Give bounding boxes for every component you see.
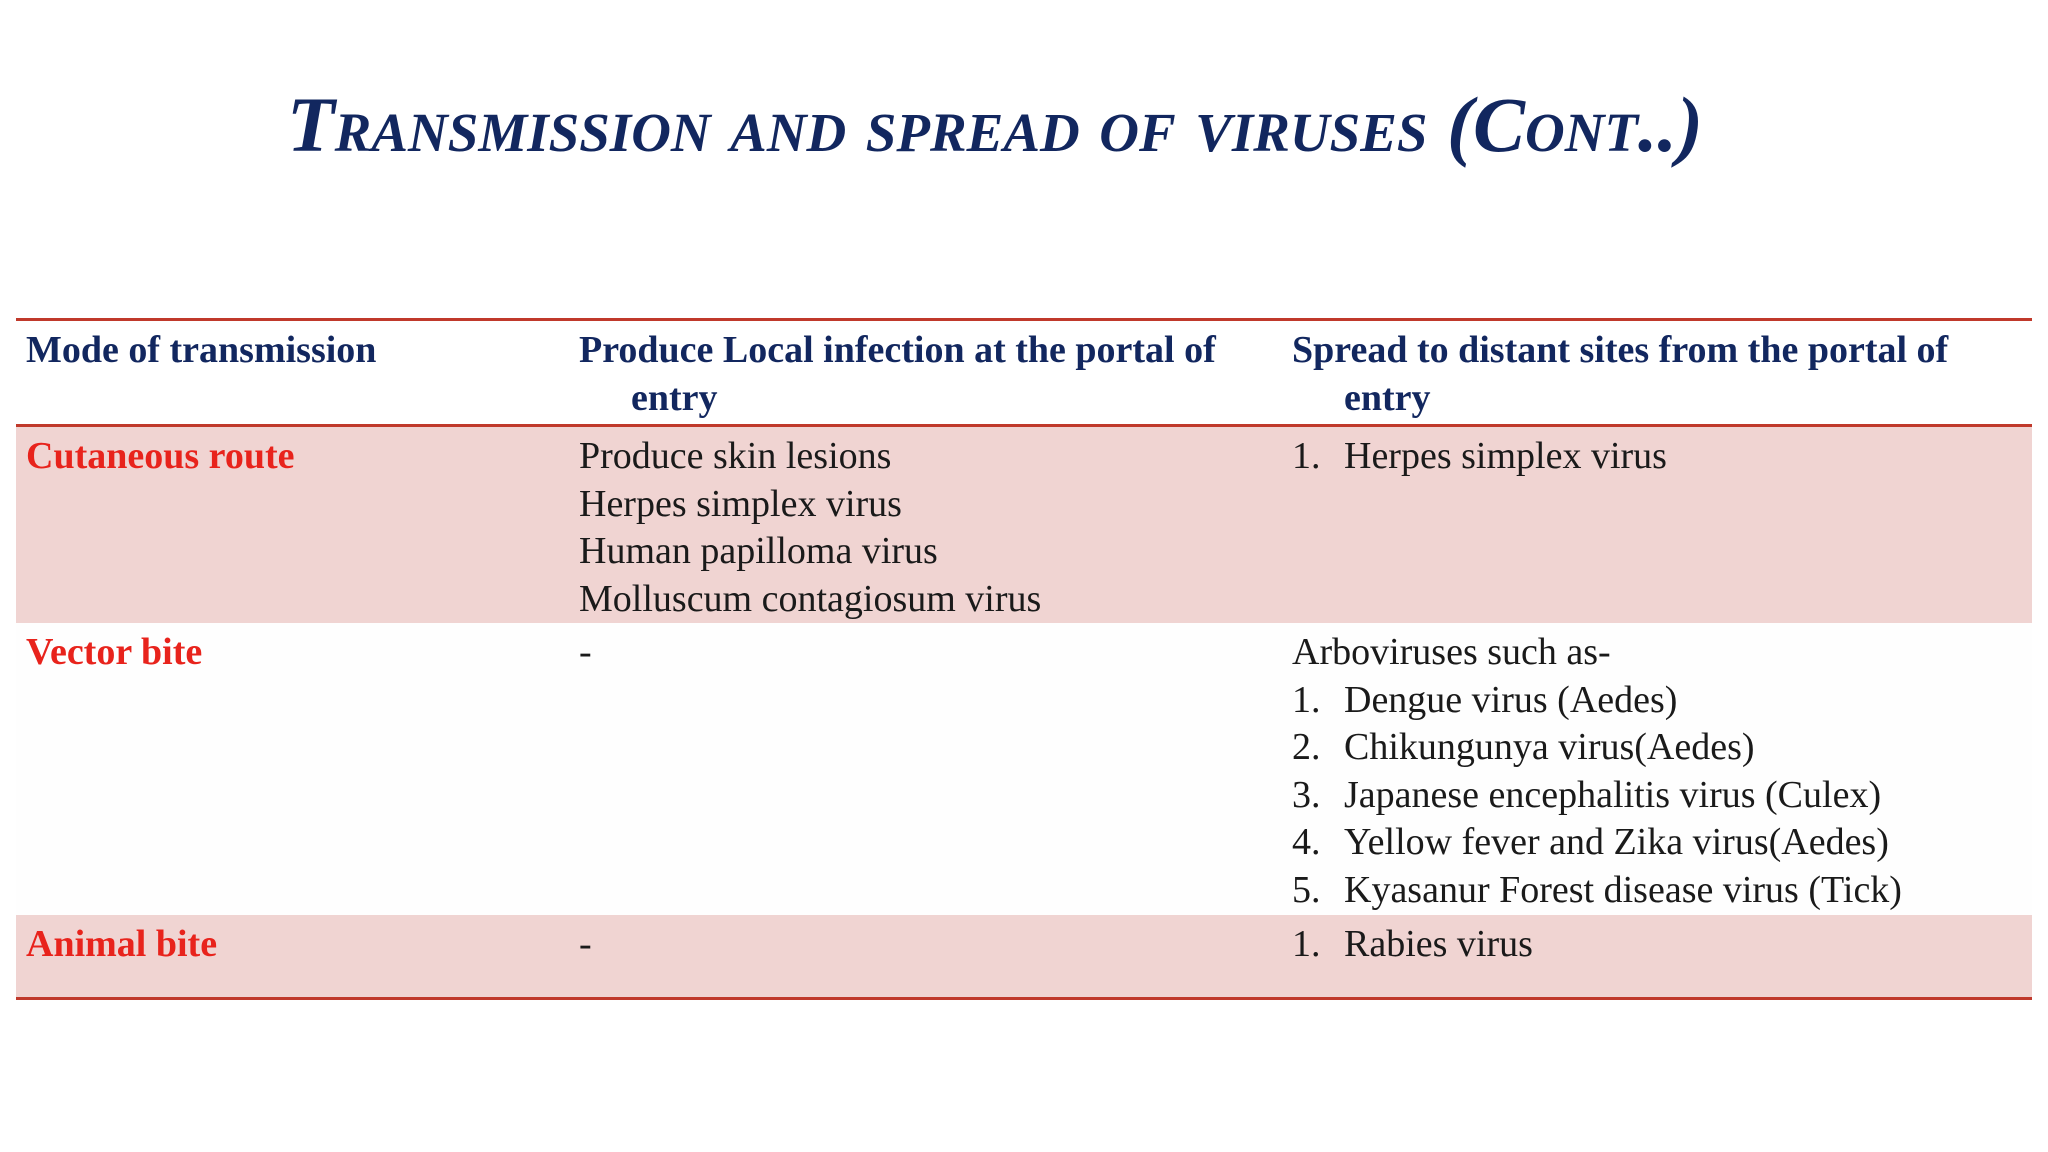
local-line: Produce skin lesions <box>579 435 892 477</box>
local-line: Human papilloma virus <box>579 530 938 572</box>
table-row <box>16 426 2032 624</box>
local-cell <box>569 623 1282 915</box>
mode-cell: Animal bite <box>26 923 218 965</box>
slide-title: Transmission and spread of viruses (Cont..) <box>287 81 1703 168</box>
mode-cell: Cutaneous route <box>26 435 295 477</box>
list-item: 4. Yellow fever and Zika virus(Aedes) <box>1292 821 1889 863</box>
mode-cell: Vector bite <box>26 631 203 673</box>
table-header-row <box>16 321 2032 426</box>
list-item: 5. Kyasanur Forest disease virus (Tick) <box>1292 868 1902 911</box>
list-item: 3. Japanese encephalitis virus (Culex) <box>1292 773 1882 816</box>
local-line: - <box>579 923 592 965</box>
list-item: 2. Chikungunya virus(Aedes) <box>1292 726 1755 768</box>
list-item: 1. Rabies virus <box>1292 923 1533 965</box>
list-item: 1. Herpes simplex virus <box>1292 435 1667 477</box>
distant-intro: Arboviruses such as- <box>1292 631 1611 673</box>
transmission-table <box>16 318 2032 1000</box>
local-cell <box>569 426 1282 624</box>
header-local-infection: Produce Local infection at the portal of entry <box>569 321 1282 426</box>
table-row <box>16 623 2032 915</box>
distant-cell <box>1282 426 2032 624</box>
distant-cell <box>1282 623 2032 915</box>
local-line: - <box>579 631 592 673</box>
distant-cell <box>1282 915 2032 997</box>
list-item: 1. Dengue virus (Aedes) <box>1292 678 1678 721</box>
local-cell <box>569 915 1282 997</box>
table-row <box>16 915 2032 997</box>
header-mode: Mode of transmission <box>16 321 569 426</box>
local-line: Molluscum contagiosum virus <box>579 577 1042 620</box>
header-distant-spread: Spread to distant sites from the portal of entry <box>1282 321 2032 426</box>
local-line: Herpes simplex virus <box>579 482 902 525</box>
